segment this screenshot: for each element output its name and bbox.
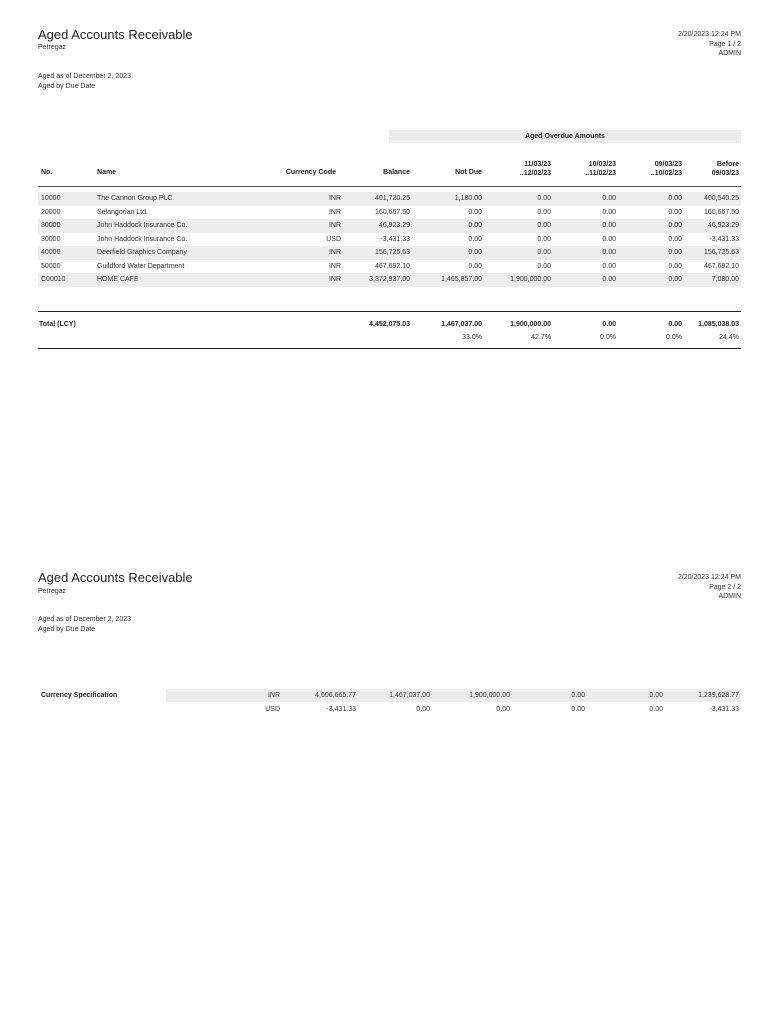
row-period-1: 0.00 xyxy=(537,195,551,202)
total-period-2: 0.00 xyxy=(602,321,616,328)
row-period-2: 0.00 xyxy=(602,222,616,229)
aged-by-page2: Aged by Due Date xyxy=(38,626,96,633)
row-period-2: 0.00 xyxy=(602,208,616,216)
total-top-rule xyxy=(38,311,741,312)
table-row xyxy=(38,260,741,274)
col-period-1-top: 11/03/23 xyxy=(524,161,551,168)
company-name: Petregaz xyxy=(38,44,67,51)
row-period-4: 400,540.25 xyxy=(703,195,739,202)
report-meta-page2 xyxy=(601,573,741,602)
row-not-due: 1,465,857.00 xyxy=(441,276,482,283)
row-balance: 401,720.25 xyxy=(374,195,410,202)
row-balance: 156,725.63 xyxy=(374,249,410,256)
company-name-page2: Petregaz xyxy=(38,588,67,595)
spec-period-3: 0.00 xyxy=(649,706,663,713)
pct-not-due: 33.0% xyxy=(462,334,482,341)
row-no: 30000 xyxy=(41,235,61,243)
col-period-2-top: 10/03/23 xyxy=(588,161,616,168)
spec-period-2: 0.00 xyxy=(571,706,585,713)
row-not-due: 0.00 xyxy=(468,262,482,270)
row-no: 20000 xyxy=(41,208,61,216)
row-period-2: 0.00 xyxy=(602,262,616,270)
row-currency: USD xyxy=(326,235,341,243)
page-number: Page 1 / 2 xyxy=(709,40,741,48)
page-number-page2: Page 2 / 2 xyxy=(709,583,741,591)
total-row xyxy=(38,318,741,332)
row-period-3: 0.00 xyxy=(668,249,682,256)
report-datetime: 2/20/2023 12:24 PM xyxy=(677,31,741,38)
row-name: John Haddock Insurance Co. xyxy=(97,235,188,243)
row-no: 50000 xyxy=(41,262,61,270)
report-title-page2: Aged Accounts Receivable xyxy=(38,570,193,585)
report-meta xyxy=(601,30,741,59)
table-row xyxy=(38,246,741,260)
total-period-4: 1,085,038.03 xyxy=(698,321,739,328)
row-name: Deerfield Graphics Company xyxy=(97,249,187,256)
total-not-due: 1,467,037.00 xyxy=(441,321,482,328)
pct-period-2: 0.0% xyxy=(600,334,616,341)
row-period-1: 1,900,000.00 xyxy=(510,276,551,283)
row-currency: INR xyxy=(328,276,341,283)
row-period-3: 0.00 xyxy=(668,222,682,229)
row-period-1: 0.00 xyxy=(537,235,551,243)
row-balance: 467,692.10 xyxy=(374,262,410,270)
row-not-due: 0.00 xyxy=(468,222,482,229)
aged-as-of: Aged as of December 2, 2023 xyxy=(38,73,132,80)
aged-overdue-header: Aged Overdue Amounts xyxy=(389,130,741,143)
row-period-3: 0.00 xyxy=(668,262,682,270)
row-currency: INR xyxy=(328,208,341,216)
report-user-page2: ADMIN xyxy=(718,593,741,600)
row-not-due: 1,180.00 xyxy=(454,195,482,202)
row-not-due: 0.00 xyxy=(468,208,482,216)
col-period-1-bottom: ..12/02/23 xyxy=(519,170,551,177)
col-period-3-top: 09/03/23 xyxy=(654,161,682,168)
spec-currency: USD xyxy=(265,706,280,713)
spec-balance: -3,431.33 xyxy=(326,706,356,713)
row-period-3: 0.00 xyxy=(668,235,682,243)
spec-period-2: 0.00 xyxy=(571,692,585,699)
table-row xyxy=(38,206,741,220)
total-bottom-rule xyxy=(38,348,741,349)
row-currency: INR xyxy=(328,222,341,229)
total-label: Total (LCY) xyxy=(39,321,76,328)
row-period-3: 0.00 xyxy=(668,276,682,283)
row-period-2: 0.00 xyxy=(602,195,616,202)
col-balance: Balance xyxy=(383,169,410,176)
col-period-2 xyxy=(555,160,616,178)
row-no: 40000 xyxy=(41,249,61,256)
spec-not-due: 1,467,037.00 xyxy=(389,692,430,699)
row-currency: INR xyxy=(328,262,341,270)
row-name: John Haddock Insurance Co. xyxy=(97,222,188,229)
spec-period-1: 1,900,000.00 xyxy=(469,692,510,699)
total-period-3: 0.00 xyxy=(668,321,682,328)
report-datetime-page2: 2/20/2023 12:24 PM xyxy=(677,574,741,581)
total-percent-row xyxy=(38,331,741,345)
spec-period-1: 0.00 xyxy=(496,706,510,713)
header-rule xyxy=(38,186,741,187)
row-no: 30000 xyxy=(41,222,61,229)
currency-spec-row xyxy=(38,703,741,717)
table-row xyxy=(38,233,741,247)
row-name: Selangorian Ltd. xyxy=(97,208,148,216)
total-balance: 4,452,075.03 xyxy=(369,321,410,328)
table-row xyxy=(38,219,741,233)
spec-balance: 4,606,665.77 xyxy=(315,692,356,699)
spec-currency: INR xyxy=(267,692,280,699)
col-currency: Currency Code xyxy=(285,169,336,176)
row-period-1: 0.00 xyxy=(537,208,551,216)
row-period-3: 0.00 xyxy=(668,208,682,216)
pct-period-1: 42.7% xyxy=(531,334,551,341)
col-period-4-top: Before xyxy=(716,161,739,168)
row-period-1: 0.00 xyxy=(537,262,551,270)
col-not-due: Not Due xyxy=(455,169,482,176)
total-period-1: 1,900,000.00 xyxy=(510,321,551,328)
row-not-due: 0.00 xyxy=(468,235,482,243)
aged-by: Aged by Due Date xyxy=(38,83,96,90)
aged-as-of-page2: Aged as of December 2, 2023 xyxy=(38,616,132,623)
spec-period-3: 0.00 xyxy=(649,692,663,699)
row-period-4: 467,692.10 xyxy=(703,262,739,270)
row-not-due: 0.00 xyxy=(468,249,482,256)
report-title: Aged Accounts Receivable xyxy=(38,27,193,42)
row-no: C00010 xyxy=(41,276,66,283)
spec-period-4: -3,431.33 xyxy=(709,706,739,713)
row-name: Guildford Water Department xyxy=(97,262,185,270)
row-period-4: -3,431.33 xyxy=(709,235,739,243)
row-balance: 3,372,937.00 xyxy=(369,276,410,283)
pct-period-4: 24.4% xyxy=(719,334,739,341)
row-period-1: 0.00 xyxy=(537,249,551,256)
currency-spec-row xyxy=(38,689,741,703)
col-period-3 xyxy=(621,160,682,178)
row-balance: 160,667.50 xyxy=(374,208,410,216)
row-currency: INR xyxy=(328,195,341,202)
row-currency: INR xyxy=(328,249,341,256)
row-no: 10000 xyxy=(41,195,61,202)
row-period-4: 7,080.00 xyxy=(711,276,739,283)
row-name: The Cannon Group PLC xyxy=(97,195,173,202)
col-period-3-bottom: ..10/02/23 xyxy=(650,170,682,177)
row-period-2: 0.00 xyxy=(602,249,616,256)
spec-period-4: 1,239,628.77 xyxy=(698,692,739,699)
row-balance: -3,431.33 xyxy=(380,235,410,243)
row-period-4: 160,667.50 xyxy=(703,208,739,216)
col-no: No. xyxy=(41,169,53,176)
currency-spec-label: Currency Specification xyxy=(41,692,118,699)
table-row xyxy=(38,192,741,206)
col-period-4-bottom: 09/03/23 xyxy=(711,170,739,177)
pct-period-3: 0.0% xyxy=(666,334,682,341)
report-user: ADMIN xyxy=(718,50,741,57)
col-period-4 xyxy=(680,160,739,178)
table-row xyxy=(38,273,741,287)
row-balance: 46,923.29 xyxy=(378,222,410,229)
row-period-2: 0.00 xyxy=(602,276,616,283)
col-period-2-bottom: ..11/02/23 xyxy=(585,170,616,177)
col-period-1 xyxy=(490,160,551,178)
row-period-1: 0.00 xyxy=(537,222,551,229)
row-name: HOME CAFE xyxy=(97,276,139,283)
row-period-2: 0.00 xyxy=(602,235,616,243)
spec-not-due: 0.00 xyxy=(416,706,430,713)
col-name: Name xyxy=(97,169,117,176)
row-period-4: 156,725.63 xyxy=(703,249,739,256)
row-period-4: 46,923.29 xyxy=(707,222,739,229)
row-period-3: 0.00 xyxy=(668,195,682,202)
